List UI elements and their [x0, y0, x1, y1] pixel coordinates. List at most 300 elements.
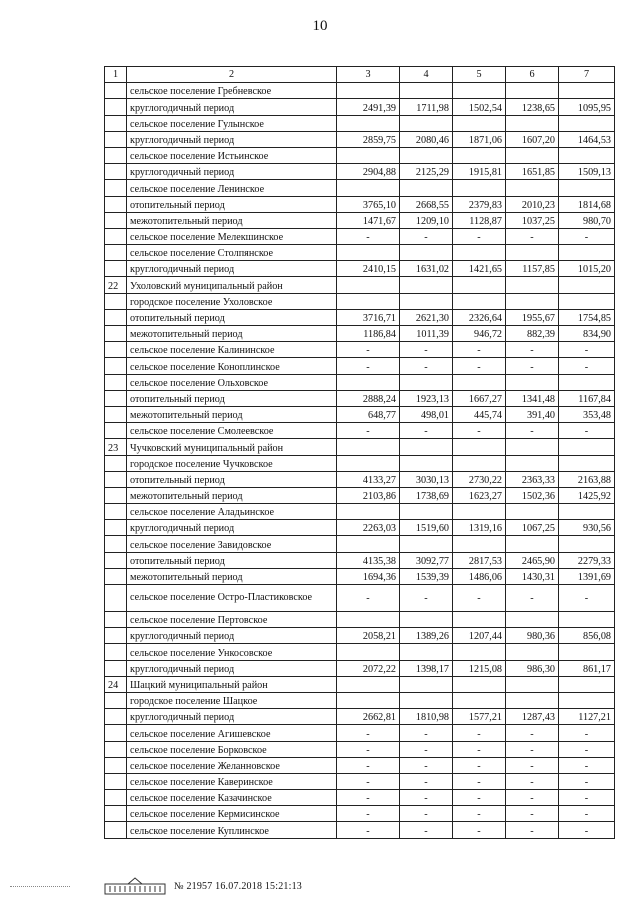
row-number-cell — [105, 790, 127, 806]
empty-value-cell: - — [559, 806, 615, 822]
blank-cell — [400, 83, 453, 99]
blank-cell — [400, 115, 453, 131]
settlement-row — [105, 115, 615, 131]
empty-value-cell: - — [559, 790, 615, 806]
blank-cell — [559, 439, 615, 455]
empty-value-cell: - — [453, 725, 506, 741]
row-number-cell — [105, 612, 127, 628]
value-cell: 2662,81 — [337, 709, 400, 725]
row-label-cell: отопительный период — [127, 471, 337, 487]
empty-value-cell: - — [506, 358, 559, 374]
value-cell: 2326,64 — [453, 309, 506, 325]
blank-cell — [337, 612, 400, 628]
row-number-cell — [105, 644, 127, 660]
blank-cell — [559, 536, 615, 552]
row-number-cell — [105, 115, 127, 131]
blank-cell — [506, 504, 559, 520]
settlement-no-data-row — [105, 228, 615, 244]
blank-cell — [453, 439, 506, 455]
settlement-no-data-row — [105, 342, 615, 358]
value-cell: 2491,39 — [337, 99, 400, 115]
blank-cell — [506, 612, 559, 628]
empty-value-cell: - — [337, 806, 400, 822]
empty-value-cell: - — [559, 757, 615, 773]
blank-cell — [506, 277, 559, 293]
row-label-cell: круглогодичный период — [127, 520, 337, 536]
empty-value-cell: - — [506, 757, 559, 773]
value-cell: 1502,54 — [453, 99, 506, 115]
value-cell: 4133,27 — [337, 471, 400, 487]
blank-cell — [506, 374, 559, 390]
blank-cell — [559, 180, 615, 196]
blank-cell — [506, 115, 559, 131]
period-row — [105, 628, 615, 644]
blank-cell — [400, 180, 453, 196]
blank-cell — [506, 245, 559, 261]
value-cell: 1464,53 — [559, 131, 615, 147]
value-cell: 930,56 — [559, 520, 615, 536]
settlement-no-data-row — [105, 725, 615, 741]
empty-value-cell: - — [506, 228, 559, 244]
period-row — [105, 131, 615, 147]
period-row — [105, 390, 615, 406]
blank-cell — [400, 147, 453, 163]
row-number-cell — [105, 692, 127, 708]
value-cell: 1037,25 — [506, 212, 559, 228]
row-number-cell — [105, 471, 127, 487]
row-label-cell: межотопительный период — [127, 487, 337, 503]
empty-value-cell: - — [453, 822, 506, 838]
registration-stamp — [104, 876, 302, 896]
row-number-cell — [105, 773, 127, 789]
row-label-cell: сельское поселение Агишевское — [127, 725, 337, 741]
value-cell: 1915,81 — [453, 164, 506, 180]
blank-cell — [400, 245, 453, 261]
value-cell: 445,74 — [453, 406, 506, 422]
blank-cell — [506, 536, 559, 552]
blank-cell — [337, 536, 400, 552]
value-cell: 2080,46 — [400, 131, 453, 147]
row-label-cell: круглогодичный период — [127, 261, 337, 277]
row-number-cell — [105, 83, 127, 99]
blank-cell — [453, 115, 506, 131]
empty-value-cell: - — [337, 358, 400, 374]
blank-cell — [453, 147, 506, 163]
value-cell: 1238,65 — [506, 99, 559, 115]
empty-value-cell: - — [453, 773, 506, 789]
empty-value-cell: - — [400, 725, 453, 741]
empty-value-cell: - — [559, 358, 615, 374]
empty-value-cell: - — [506, 342, 559, 358]
empty-value-cell: - — [453, 757, 506, 773]
settlement-row — [105, 293, 615, 309]
blank-cell — [559, 115, 615, 131]
row-number-cell — [105, 660, 127, 676]
value-cell: 1502,36 — [506, 487, 559, 503]
row-number-cell — [105, 180, 127, 196]
row-label-cell: круглогодичный период — [127, 628, 337, 644]
empty-value-cell: - — [559, 822, 615, 838]
value-cell: 3765,10 — [337, 196, 400, 212]
value-cell: 1425,92 — [559, 487, 615, 503]
value-cell: 1711,98 — [400, 99, 453, 115]
row-number-cell — [105, 423, 127, 439]
value-cell: 1871,06 — [453, 131, 506, 147]
row-label-cell: сельское поселение Калининское — [127, 342, 337, 358]
empty-value-cell: - — [337, 228, 400, 244]
empty-value-cell: - — [400, 423, 453, 439]
value-cell: 1319,16 — [453, 520, 506, 536]
settlement-no-data-row — [105, 822, 615, 838]
value-cell: 2263,03 — [337, 520, 400, 536]
empty-value-cell: - — [506, 585, 559, 612]
row-number-cell — [105, 741, 127, 757]
blank-cell — [453, 692, 506, 708]
row-number-cell — [105, 228, 127, 244]
header-cell: 7 — [559, 67, 615, 83]
header-cell: 5 — [453, 67, 506, 83]
period-row — [105, 487, 615, 503]
blank-cell — [506, 455, 559, 471]
empty-value-cell: - — [453, 585, 506, 612]
blank-cell — [400, 536, 453, 552]
settlement-row — [105, 644, 615, 660]
value-cell: 2103,86 — [337, 487, 400, 503]
empty-value-cell: - — [337, 790, 400, 806]
row-label-cell: сельское поселение Каверинское — [127, 773, 337, 789]
empty-value-cell: - — [400, 806, 453, 822]
row-number-cell — [105, 552, 127, 568]
empty-value-cell: - — [506, 741, 559, 757]
row-number-cell — [105, 806, 127, 822]
blank-cell — [559, 374, 615, 390]
value-cell: 1955,67 — [506, 309, 559, 325]
value-cell: 1215,08 — [453, 660, 506, 676]
row-label-cell: сельское поселение Ункосовское — [127, 644, 337, 660]
row-number-cell — [105, 147, 127, 163]
value-cell: 2379,83 — [453, 196, 506, 212]
settlement-no-data-row — [105, 585, 615, 612]
blank-cell — [400, 504, 453, 520]
settlement-no-data-row — [105, 790, 615, 806]
value-cell: 1128,87 — [453, 212, 506, 228]
stamp-text: № 21957 16.07.2018 15:21:13 — [174, 880, 302, 892]
value-cell: 1287,43 — [506, 709, 559, 725]
blank-cell — [337, 692, 400, 708]
empty-value-cell: - — [337, 757, 400, 773]
row-number-cell — [105, 99, 127, 115]
blank-cell — [337, 115, 400, 131]
blank-cell — [400, 439, 453, 455]
row-number-cell — [105, 293, 127, 309]
value-cell: 2888,24 — [337, 390, 400, 406]
row-label-cell: сельское поселение Остро-Пластиковское — [127, 585, 337, 612]
value-cell: 1095,95 — [559, 99, 615, 115]
empty-value-cell: - — [453, 806, 506, 822]
row-number-cell — [105, 342, 127, 358]
row-number-cell — [105, 261, 127, 277]
row-label-cell: межотопительный период — [127, 326, 337, 342]
period-row — [105, 520, 615, 536]
empty-value-cell: - — [506, 773, 559, 789]
blank-cell — [400, 374, 453, 390]
value-cell: 2410,15 — [337, 261, 400, 277]
period-row — [105, 164, 615, 180]
row-label-cell: отопительный период — [127, 390, 337, 406]
blank-cell — [337, 644, 400, 660]
row-number-cell — [105, 725, 127, 741]
period-row — [105, 326, 615, 342]
row-number-cell — [105, 245, 127, 261]
building-emblem-icon — [104, 877, 166, 895]
blank-cell — [400, 676, 453, 692]
table-header-row — [105, 67, 615, 83]
empty-value-cell: - — [400, 741, 453, 757]
row-label-cell: сельское поселение Ленинское — [127, 180, 337, 196]
settlement-row — [105, 692, 615, 708]
district-row — [105, 277, 615, 293]
empty-value-cell: - — [559, 228, 615, 244]
value-cell: 980,70 — [559, 212, 615, 228]
value-cell: 648,77 — [337, 406, 400, 422]
value-cell: 1127,21 — [559, 709, 615, 725]
blank-cell — [559, 245, 615, 261]
blank-cell — [506, 676, 559, 692]
row-number-cell — [105, 536, 127, 552]
row-number-cell — [105, 709, 127, 725]
settlement-row — [105, 180, 615, 196]
row-number-cell — [105, 326, 127, 342]
value-cell: 2859,75 — [337, 131, 400, 147]
row-label-cell: сельское поселение Истьинское — [127, 147, 337, 163]
value-cell: 986,30 — [506, 660, 559, 676]
settlement-no-data-row — [105, 423, 615, 439]
settlement-row — [105, 147, 615, 163]
row-label-cell: сельское поселение Желанновское — [127, 757, 337, 773]
settlement-no-data-row — [105, 757, 615, 773]
row-label-cell: межотопительный период — [127, 212, 337, 228]
row-number-cell — [105, 309, 127, 325]
empty-value-cell: - — [400, 757, 453, 773]
value-cell: 2010,23 — [506, 196, 559, 212]
district-row — [105, 439, 615, 455]
blank-cell — [453, 676, 506, 692]
value-cell: 2058,21 — [337, 628, 400, 644]
value-cell: 3716,71 — [337, 309, 400, 325]
row-number-cell — [105, 628, 127, 644]
value-cell: 1011,39 — [400, 326, 453, 342]
value-cell: 1607,20 — [506, 131, 559, 147]
empty-value-cell: - — [400, 358, 453, 374]
blank-cell — [559, 277, 615, 293]
empty-value-cell: - — [337, 822, 400, 838]
empty-value-cell: - — [400, 228, 453, 244]
row-number-cell — [105, 390, 127, 406]
period-row — [105, 568, 615, 584]
empty-value-cell: - — [400, 585, 453, 612]
empty-value-cell: - — [337, 773, 400, 789]
empty-value-cell: - — [559, 342, 615, 358]
settlement-row — [105, 612, 615, 628]
empty-value-cell: - — [559, 585, 615, 612]
row-label-cell: Ухоловский муниципальный район — [127, 277, 337, 293]
value-cell: 1577,21 — [453, 709, 506, 725]
value-cell: 1509,13 — [559, 164, 615, 180]
blank-cell — [453, 612, 506, 628]
period-row — [105, 471, 615, 487]
empty-value-cell: - — [337, 423, 400, 439]
empty-value-cell: - — [506, 725, 559, 741]
value-cell: 1398,17 — [400, 660, 453, 676]
header-cell: 2 — [127, 67, 337, 83]
blank-cell — [506, 293, 559, 309]
empty-value-cell: - — [453, 342, 506, 358]
blank-cell — [400, 455, 453, 471]
value-cell: 1015,20 — [559, 261, 615, 277]
empty-value-cell: - — [400, 822, 453, 838]
value-cell: 1157,85 — [506, 261, 559, 277]
value-cell: 1631,02 — [400, 261, 453, 277]
row-number-cell — [105, 196, 127, 212]
blank-cell — [559, 612, 615, 628]
value-cell: 1519,60 — [400, 520, 453, 536]
row-label-cell: Шацкий муниципальный район — [127, 676, 337, 692]
value-cell: 1067,25 — [506, 520, 559, 536]
row-number-cell — [105, 504, 127, 520]
row-label-cell: сельское поселение Коноплинское — [127, 358, 337, 374]
row-number-cell — [105, 406, 127, 422]
settlement-no-data-row — [105, 773, 615, 789]
row-number-cell: 22 — [105, 277, 127, 293]
value-cell: 1209,10 — [400, 212, 453, 228]
settlement-row — [105, 504, 615, 520]
value-cell: 4135,38 — [337, 552, 400, 568]
blank-cell — [453, 293, 506, 309]
empty-value-cell: - — [453, 423, 506, 439]
value-cell: 1923,13 — [400, 390, 453, 406]
empty-value-cell: - — [400, 790, 453, 806]
row-label-cell: Чучковский муниципальный район — [127, 439, 337, 455]
row-label-cell: сельское поселение Борковское — [127, 741, 337, 757]
period-row — [105, 552, 615, 568]
row-number-cell — [105, 568, 127, 584]
value-cell: 861,17 — [559, 660, 615, 676]
value-cell: 2125,29 — [400, 164, 453, 180]
row-label-cell: круглогодичный период — [127, 99, 337, 115]
row-label-cell: городское поселение Шацкое — [127, 692, 337, 708]
empty-value-cell: - — [337, 585, 400, 612]
row-label-cell: круглогодичный период — [127, 660, 337, 676]
blank-cell — [400, 612, 453, 628]
blank-cell — [400, 692, 453, 708]
settlement-row — [105, 374, 615, 390]
value-cell: 2163,88 — [559, 471, 615, 487]
value-cell: 2730,22 — [453, 471, 506, 487]
row-label-cell: сельское поселение Гребневское — [127, 83, 337, 99]
blank-cell — [559, 504, 615, 520]
row-label-cell: сельское поселение Казачинское — [127, 790, 337, 806]
blank-cell — [506, 439, 559, 455]
blank-cell — [337, 455, 400, 471]
value-cell: 834,90 — [559, 326, 615, 342]
blank-cell — [337, 147, 400, 163]
district-row — [105, 676, 615, 692]
empty-value-cell: - — [559, 741, 615, 757]
value-cell: 2363,33 — [506, 471, 559, 487]
blank-cell — [506, 147, 559, 163]
row-label-cell: сельское поселение Мелекшинское — [127, 228, 337, 244]
row-number-cell — [105, 487, 127, 503]
blank-cell — [453, 374, 506, 390]
blank-cell — [400, 277, 453, 293]
blank-cell — [559, 455, 615, 471]
value-cell: 946,72 — [453, 326, 506, 342]
page-number: 10 — [312, 18, 328, 34]
blank-cell — [506, 180, 559, 196]
value-cell: 2279,33 — [559, 552, 615, 568]
period-row — [105, 309, 615, 325]
blank-cell — [453, 504, 506, 520]
blank-cell — [453, 277, 506, 293]
settlement-no-data-row — [105, 358, 615, 374]
blank-cell — [506, 644, 559, 660]
row-label-cell: круглогодичный период — [127, 709, 337, 725]
blank-cell — [337, 245, 400, 261]
row-label-cell: сельское поселение Завидовское — [127, 536, 337, 552]
blank-cell — [559, 644, 615, 660]
blank-cell — [453, 245, 506, 261]
blank-cell — [337, 277, 400, 293]
empty-value-cell: - — [506, 790, 559, 806]
blank-cell — [337, 374, 400, 390]
value-cell: 1623,27 — [453, 487, 506, 503]
value-cell: 2668,55 — [400, 196, 453, 212]
row-number-cell — [105, 585, 127, 612]
row-label-cell: сельское поселение Столпянское — [127, 245, 337, 261]
empty-value-cell: - — [453, 741, 506, 757]
value-cell: 1186,84 — [337, 326, 400, 342]
blank-cell — [453, 180, 506, 196]
header-cell: 3 — [337, 67, 400, 83]
row-label-cell: межотопительный период — [127, 406, 337, 422]
settlement-row — [105, 536, 615, 552]
value-cell: 1471,67 — [337, 212, 400, 228]
blank-cell — [337, 293, 400, 309]
settlement-row — [105, 455, 615, 471]
value-cell: 2817,53 — [453, 552, 506, 568]
row-number-cell — [105, 520, 127, 536]
blank-cell — [337, 676, 400, 692]
empty-value-cell: - — [559, 725, 615, 741]
row-label-cell: сельское поселение Смолеевское — [127, 423, 337, 439]
empty-value-cell: - — [337, 741, 400, 757]
value-cell: 1486,06 — [453, 568, 506, 584]
row-number-cell — [105, 131, 127, 147]
empty-value-cell: - — [559, 773, 615, 789]
row-label-cell: межотопительный период — [127, 568, 337, 584]
value-cell: 1754,85 — [559, 309, 615, 325]
row-number-cell — [105, 757, 127, 773]
header-cell: 4 — [400, 67, 453, 83]
value-cell: 1167,84 — [559, 390, 615, 406]
value-cell: 1539,39 — [400, 568, 453, 584]
row-label-cell: сельское поселение Пертовское — [127, 612, 337, 628]
empty-value-cell: - — [453, 358, 506, 374]
value-cell: 2072,22 — [337, 660, 400, 676]
row-label-cell: сельское поселение Ольховское — [127, 374, 337, 390]
empty-value-cell: - — [400, 773, 453, 789]
empty-value-cell: - — [559, 423, 615, 439]
